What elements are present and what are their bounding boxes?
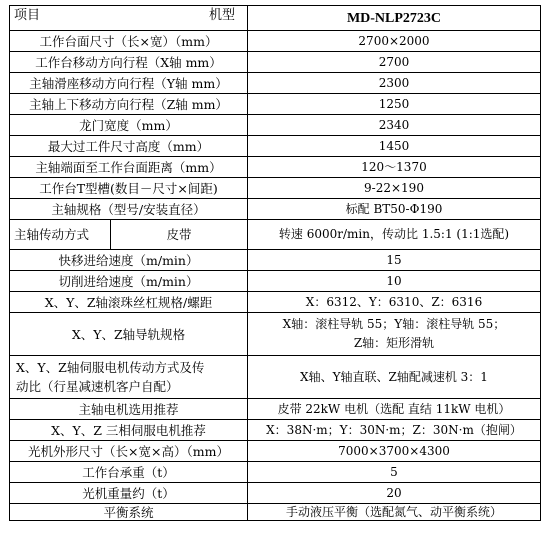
row-value: 2700×2000 <box>248 31 541 52</box>
row-label: 平衡系统 <box>10 504 248 521</box>
header-item-label: 项目 <box>14 8 41 23</box>
drive-row <box>10 220 541 250</box>
row-value: 10 <box>248 271 541 292</box>
table-row <box>10 136 541 157</box>
row-label: 工作台承重（t） <box>10 462 248 483</box>
row-label: X、Y、Z 三相伺服电机推荐 <box>10 420 248 441</box>
row-label: 主轴规格（型号/安装直径） <box>10 199 248 220</box>
servo-drive-value: X轴、Y轴直联、Z轴配减速机 3：1 <box>248 356 541 399</box>
row-value: 2300 <box>248 73 541 94</box>
row-label: 主轴电机选用推荐 <box>10 399 248 420</box>
servo-drive-label-line1: X、Y、Z轴伺服电机传动方式及传 <box>16 360 205 375</box>
table-row <box>10 199 541 220</box>
table-row <box>10 462 541 483</box>
servo-drive-row <box>10 356 541 399</box>
table-row <box>10 504 541 521</box>
row-label: 最大过工件尺寸高度（mm） <box>10 136 248 157</box>
table-row <box>10 52 541 73</box>
row-value: 手动液压平衡（选配氮气、动平衡系统） <box>248 504 541 521</box>
row-value: 120～1370 <box>248 157 541 178</box>
guide-value-line2: Z轴：矩形滑轨 <box>353 336 435 350</box>
drive-value: 转速 6000r/min，传动比 1.5:1 (1:1选配) <box>248 220 541 250</box>
row-value: X：6312、Y：6310、Z：6316 <box>248 292 541 313</box>
row-value: 1450 <box>248 136 541 157</box>
table-row <box>10 483 541 504</box>
row-value: 9-22×190 <box>248 178 541 199</box>
row-label: 工作台面尺寸（长×宽）（mm） <box>10 31 248 52</box>
servo-drive-label-cell <box>10 356 248 399</box>
servo-drive-label-line2: 动比（行星减速机客户自配） <box>16 379 179 394</box>
row-label: 光机重量约（t） <box>10 483 248 504</box>
row-value: 7000×3700×4300 <box>248 441 541 462</box>
row-value: X：38N·m；Y：30N·m；Z：30N·m（抱闸） <box>248 420 541 441</box>
row-label: 龙门宽度（mm） <box>10 115 248 136</box>
row-value: 2700 <box>248 52 541 73</box>
guide-value-cell <box>248 313 541 356</box>
row-label: 光机外形尺寸（长×宽×高）（mm） <box>10 441 248 462</box>
table-row <box>10 178 541 199</box>
table-row <box>10 94 541 115</box>
table-row <box>10 441 541 462</box>
row-label: 切削进给速度（m/min） <box>10 271 248 292</box>
row-label: 工作台移动方向行程（X轴 mm） <box>10 52 248 73</box>
table-row <box>10 271 541 292</box>
row-value: 皮带 22kW 电机（选配 直结 11kW 电机） <box>248 399 541 420</box>
guide-value-line1: X轴：滚柱导轨 55；Y轴：滚柱导轨 55； <box>282 317 506 331</box>
header-item-cell <box>10 6 248 31</box>
row-label: X、Y、Z轴滚珠丝杠规格/螺距 <box>10 292 248 313</box>
spec-table <box>9 5 541 521</box>
table-row <box>10 157 541 178</box>
header-row <box>10 6 541 31</box>
table-row <box>10 399 541 420</box>
row-value: 20 <box>248 483 541 504</box>
guide-label: X、Y、Z轴导轨规格 <box>10 313 248 356</box>
model-name: MD-NLP2723C <box>248 6 541 31</box>
table-row <box>10 115 541 136</box>
table-row <box>10 420 541 441</box>
row-value: 2340 <box>248 115 541 136</box>
row-value: 5 <box>248 462 541 483</box>
row-label: 主轴端面至工作台面距离（mm） <box>10 157 248 178</box>
row-value: 标配 BT50-Φ190 <box>248 199 541 220</box>
guide-row <box>10 313 541 356</box>
row-label: 主轴上下移动方向行程（Z轴 mm） <box>10 94 248 115</box>
drive-label: 主轴传动方式 <box>10 220 111 250</box>
row-label: 主轴滑座移动方向行程（Y轴 mm） <box>10 73 248 94</box>
table-row <box>10 73 541 94</box>
drive-sub-label: 皮带 <box>111 220 248 250</box>
header-model-label: 机型 <box>208 8 235 23</box>
row-value: 1250 <box>248 94 541 115</box>
table-row <box>10 250 541 271</box>
table-row <box>10 31 541 52</box>
row-value: 15 <box>248 250 541 271</box>
row-label: 工作台T型槽(数目－尺寸×间距) <box>10 178 248 199</box>
table-row <box>10 292 541 313</box>
row-label: 快移进给速度（m/min） <box>10 250 248 271</box>
